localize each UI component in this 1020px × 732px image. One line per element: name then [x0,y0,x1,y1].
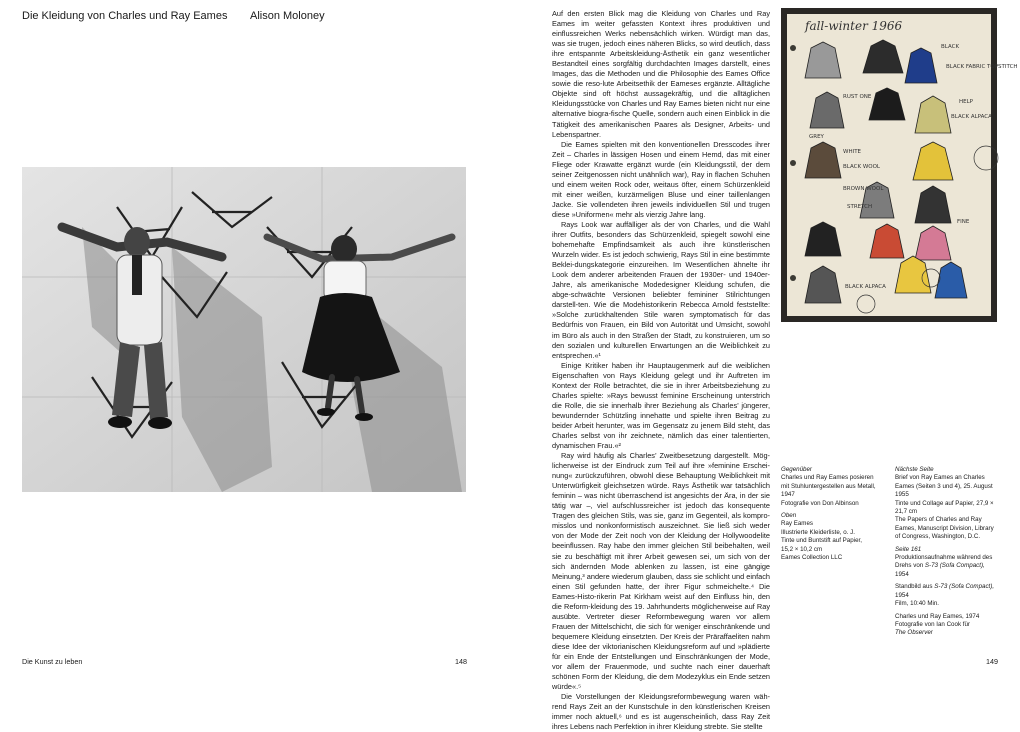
caption-year: 1954 [895,591,909,599]
author-name: Alison Moloney [250,10,325,22]
caption-text: Charles und Ray Eames posieren mit Stuhluntergestellen aus Metall, 1947 [781,474,876,499]
caption-credit: Fotografie von Don Albinson [781,499,859,507]
sketch-note: BLACK WOOL [843,164,880,170]
caption-medium: Tinte und Collage auf Papier, 27,9 × 21,7 cm [895,499,994,516]
caption-text: Illustrierte Kleiderliste, o. J. [781,528,855,536]
body-paragraph: Die Eames spielten mit den konventionellen Dresscodes ihrer Zeit – Charles in lässigen Hosen und einem Hemd, das mit einer Fliege oder Krawatte ergänzt wurde (ein Kleidungsstil, der dem seiner Zeitgenossen nicht unähnlich war), Ray in flachen Schuhen und einem weiten Rock oder, weitaus öfter, einem Schürzenkleid mit einer weißen, kurzärmeligen Bluse und einer taillenlangen Jacke. Sie vollendeten ihren jeweils individuellen Stil und trugen diese »Uniformen« mehr als vierzig Jahre lang. [552,139,770,219]
sketch-note: BLACK ALPACA [951,114,992,120]
sketch-illustration [781,8,1018,322]
caption-size: 15,2 × 10,2 cm [781,545,823,553]
body-paragraph: Auf den ersten Blick mag die Kleidung von Charles und Ray Eames im weiter gefassten Kontext ihres produktiven und einflussreichen Werks nebensächlich wirken. Würdigt man das, was sie trugen, jedoch eines näheren Blicks, so wird deutlich, dass ihre entspannte Arbeitskleidung-Ästhetik ein ganz wesentlicher Bestandteil eines sorgfältig durchdachten Images darstellt, eines Images, das die Methoden und die Philosophie des Eames Office sowie die reso-lute Arbeitsethik der Eameses ergänzte. Alltägliche Objekte sind oft höchst aussagekräftig, und die alltäglichen Kleidungsstücke von Charles und Ray Eames bieten nicht nur eine alternative biogra-fische Quelle, sondern auch einen Einblick in die Tätigkeit des amerikanischen Paares als Designer, Arbeits- und Lebenspartner. [552,9,770,139]
caption-credit: Eames Collection LLC [781,554,843,562]
caption-text: Charles und Ray Eames, 1974 [895,612,980,620]
photo-eames-chair-bases [22,167,466,492]
sketch-note: BLACK ALPACA [845,284,886,290]
caption-text: Produktionsaufnahme während des Drehs von S-73 (Sofa Compact), [895,554,993,570]
sketch-note: HELP [959,99,973,105]
caption-credit: The Papers of Charles and Ray Eames, Manuscript Division, Library of Congress, Washington, D.C. [895,516,994,541]
caption-text: Brief von Ray Eames an Charles Eames (Seiten 3 und 4), 25. August 1955 [895,474,993,499]
sketch-note: STRETCH [847,204,873,210]
caption-medium: Tinte und Buntstift auf Papier, [781,537,862,545]
page-number-left: 148 [455,657,467,666]
sketch-heading: fall-winter 1966 [805,19,903,33]
caption-label-page-161: Seite 161 [895,545,922,553]
caption-credit: Fotografie von Ian Cook für [895,620,970,628]
photo-illustration [22,167,466,492]
body-paragraph: Ray wird häufig als Charles’ Zweitbesetzung dargestellt. Mög-licherweise ist der Eindruck zum Teil auf ihre »feminine Erschei-nung« zurückzuführen, obwohl diese Behauptung Weiblichkeit mit Unterwürfigkeit gleichsetzen würde. Rays Ästhetik war tatsächlich feminin – was nicht überraschend ist angesichts der Ära, in der sie tätig war –, viel aufschlussreicher ist jedoch das konsequente Tragen des gleichen Stils, was sie, ganz im Gegenteil, als kompro-misslos und nonkonformistisch auszeichnet. Sie ließ sich weder von der Mode der Zeit noch von der Kleidung der Hollywoodelite beeinflussen. Ray habe den immer gleichen Stil beibehalten, weil sie zu beschäftigt mit ihrer Arbeit gewesen sei, um sich von der sich ändernden Mode ablenken zu lassen, ist eine gängige Meinung,³ andere wiederum glauben, dass sie schlicht und einfach einen Stil gefunden hatte, der ihrer Figur schmeichelte.⁴ Die Eames-Histo-rikerin Pat Kirkham weist auf den Einfluss hin, den die Reform-kleidung des 19. Jahrhunderts möglicherweise auf Ray ausübte. Vertreter dieser Reformbewegung waren vor allem Frauen der Mittelschicht, die sich für weniger einschränkende und bequemere Kleidung einsetzten. Der Kreis der Präraffaeliten nahm diese Idee der viktorianischen Kleidungsreform auf und »plädierte für ein Ende der Entstellungen und Einschränkungen der Mode, vor allem der Frauenmode, und suchte nach einer dauerhaft schönen Form der Kleidung, die dem Modezyklus ein Ende setzen würde«.⁵ [552,451,770,692]
footer-book-title: Die Kunst zu leben [22,657,83,666]
body-paragraph: Die Vorstellungen der Kleidungsreformbewegung waren wäh-rend Rays Zeit an der Kunstschule in den künstlerischen Kreisen immer noch aktuell,⁶ und es ist augenscheinlich, dass Ray Zeit ihres Lebens nach Perfektion in ihrer Kleidung strebte. Sie stellte [552,692,770,732]
caption-publication: The Observer [895,629,933,637]
sketch-note: BLACK FABRIC TOPSTITCH [946,64,1018,70]
sketch-note: WHITE [843,149,862,155]
caption-label-opposite: Gegenüber [781,466,812,473]
caption-label-next-page: Nächste Seite [895,466,934,473]
sketch-note: FINE [957,219,970,225]
sketch-note: BROWN WOOL [843,186,884,192]
caption-year: 1954 [895,570,909,578]
sketch-note: BLACK [941,44,960,50]
body-paragraph: Einige Kritiker haben ihr Hauptaugenmerk auf die weiblichen Eigenschaften von Rays Kleidung gelegt und ihr Auftreten im Kontext der Rolle betrachtet, die sie in ihrer Arbeitsbeziehung zu Charles spielte: »Rays bewusst feminine Erscheinung unterstrich die Rolle, die sie innerhalb ihrer Beziehung als Charles’ jüngerer, bewundernder Schützling innehatte und spielte ihren Beitrag zu beider Arbeit herunter, was im Gegensatz zu jenem Bild steht, das Charles selbst von ihr zeichnete, nämlich das einer talentierten, dynamischen Frau.«² [552,360,770,451]
article-title: Die Kleidung von Charles und Ray Eames [22,10,228,22]
body-paragraph: Rays Look war auffälliger als der von Charles, und die Wahl ihrer Outfits, besonders das Schürzenkleid, spiegelt sowohl eine bohemehafte Empfindsamkeit als auch ihre künstlerischen Wurzeln wider. Es ist jedoch schwierig, Rays Stil in eine bestimmte Beklei-dungskategorie einzureihen. Im Wesentlichen ähnelte ihr Look dem anderer arbeitenden Frauen der 1930er- und 1940er-Jahre, als amerikanische Modedesigner Kleidung schufen, die abge-schwächte Versionen beliebter femininer Stilrichtungen darstell-ten. Wie die Modehistorikerin Rebecca Arnold feststellte: »Solche zurückhaltenden Stile waren symptomatisch für das Bedürfnis von Frauen, ein Bild von Autorität und Umsicht, sowohl im Büro als auch in den Straßen der Stadt, zu konstruieren, um so den sozialen und kulturellen Erwartungen an die Weiblichkeit zu entsprechen.«¹ [552,219,770,360]
caption-column-left [781,466,881,566]
caption-column-right [895,466,999,642]
caption-label-above: Oben [781,512,797,520]
sketch-note: GREY [809,134,824,140]
sketch-note: RUST ONE [843,94,872,100]
caption-film: Film, 10:40 Min. [895,600,940,608]
article-body [552,9,770,732]
caption-text: Standbild aus S-73 (Sofa Compact), [895,583,995,591]
page-number-right: 149 [986,657,998,666]
sketch-clothing-list [781,8,1018,322]
caption-artist: Ray Eames [781,520,813,528]
